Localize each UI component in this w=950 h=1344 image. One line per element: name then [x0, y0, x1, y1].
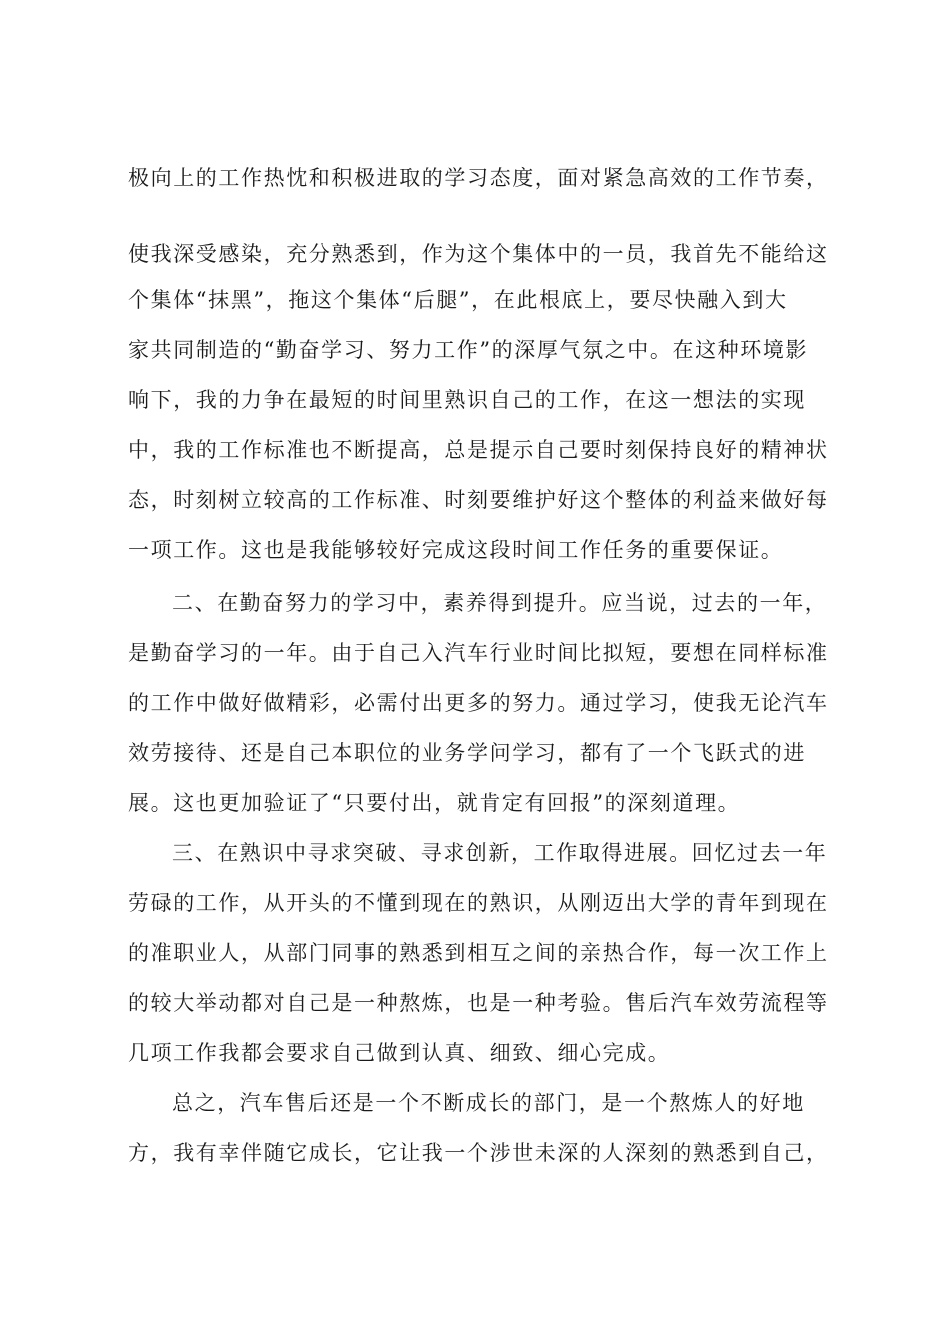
text-line: 中，我的工作标准也不断提高，总是提示自己要时刻保持良好的精神状 [128, 438, 829, 462]
paragraph-start-line: 总之，汽车售后还是一个不断成长的部门，是一个熬炼人的好地 [172, 1091, 805, 1115]
text-line: 展。这也更加验证了“只要付出，就肯定有回报”的深刻道理。 [128, 791, 741, 815]
paragraph-start-line: 二、在勤奋努力的学习中，素养得到提升。应当说，过去的一年， [172, 591, 828, 615]
text-line: 的准职业人，从部门同事的熟悉到相互之间的亲热合作，每一次工作上 [128, 941, 829, 965]
text-line: 一项工作。这也是我能够较好完成这段时间工作任务的重要保证。 [128, 538, 784, 562]
text-line: 态，时刻树立较高的工作标准、时刻要维护好这个整体的利益来做好每 [128, 488, 829, 512]
text-line: 劳碌的工作，从开头的不懂到现在的熟识，从刚迈出大学的青年到现在 [128, 891, 829, 915]
text-line: 是勤奋学习的一年。由于自己入汽车行业时间比拟短，要想在同样标准 [128, 641, 829, 665]
text-line: 几项工作我都会要求自己做到认真、细致、细心完成。 [128, 1041, 671, 1065]
text-line: 使我深受感染，充分熟悉到，作为这个集体中的一员，我首先不能给这 [128, 242, 829, 266]
text-line: 个集体“抹黑”，拖这个集体“后腿”，在此根底上，要尽快融入到大 [128, 288, 788, 312]
text-line: 的较大举动都对自己是一种熬炼，也是一种考验。售后汽车效劳流程等 [128, 991, 829, 1015]
text-line: 家共同制造的“勤奋学习、努力工作”的深厚气氛之中。在这种环境影 [128, 338, 809, 362]
text-line: 方，我有幸伴随它成长，它让我一个涉世未深的人深刻的熟悉到自己， [128, 1141, 829, 1165]
text-line: 极向上的工作热忱和积极进取的学习态度，面对紧急高效的工作节奏， [128, 166, 829, 190]
text-line: 的工作中做好做精彩，必需付出更多的努力。通过学习，使我无论汽车 [128, 691, 829, 715]
text-line: 效劳接待、还是自己本职位的业务学问学习，都有了一个飞跃式的进 [128, 741, 806, 765]
text-line: 响下，我的力争在最短的时间里熟识自己的工作，在这一想法的实现 [128, 388, 806, 412]
paragraph-start-line: 三、在熟识中寻求突破、寻求创新，工作取得进展。回忆过去一年 [172, 841, 828, 865]
